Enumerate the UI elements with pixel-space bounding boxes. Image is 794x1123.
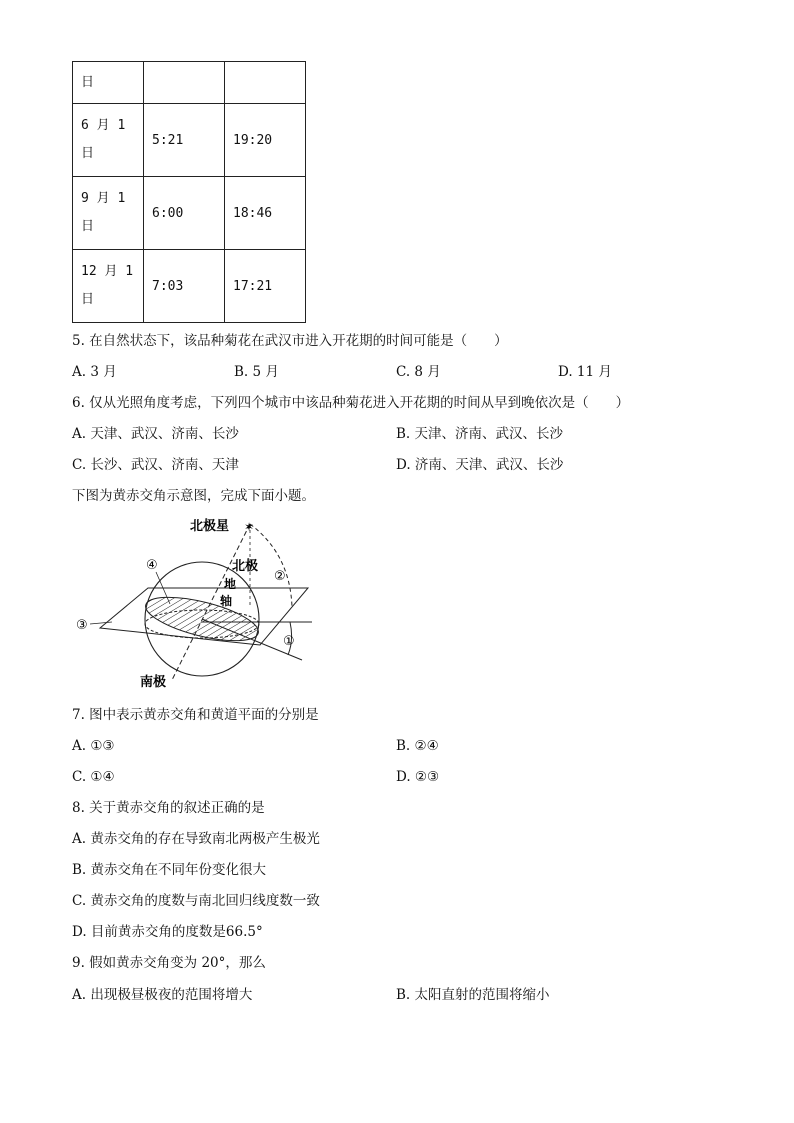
- table-cell-sunrise: [144, 62, 225, 104]
- question-9-option-a[interactable]: A. 出现极昼极夜的范围将增大: [72, 987, 253, 1003]
- question-5-option-b[interactable]: B. 5 月: [234, 364, 279, 380]
- question-8-option-c[interactable]: C. 黄赤交角的度数与南北回归线度数一致: [72, 893, 320, 909]
- date-line: 6 月 1: [81, 118, 126, 133]
- marker-1: ①: [283, 634, 295, 649]
- table-cell-sunrise: 5:21: [144, 104, 225, 177]
- table-cell-sunset: [225, 62, 306, 104]
- table-row: [73, 177, 306, 250]
- table-cell-date: [73, 104, 144, 177]
- question-6-option-d[interactable]: D. 济南、天津、武汉、长沙: [396, 457, 564, 473]
- question-7-option-a[interactable]: A. ①③: [72, 738, 115, 754]
- question-8-option-b[interactable]: B. 黄赤交角在不同年份变化很大: [72, 862, 267, 878]
- question-6-stem: 6. 仅从光照角度考虑，下列四个城市中该品种菊花进入开花期的时间从早到晚依次是（ ）: [72, 395, 630, 411]
- table-cell-sunrise: 7:03: [144, 250, 225, 323]
- date-line: 日: [81, 219, 95, 234]
- marker-3: ③: [76, 618, 88, 633]
- question-9-option-b[interactable]: B. 太阳直射的范围将缩小: [396, 987, 550, 1003]
- question-8-option-a[interactable]: A. 黄赤交角的存在导致南北两极产生极光: [72, 831, 320, 847]
- table-row: [73, 250, 306, 323]
- question-7-option-d[interactable]: D. ②③: [396, 769, 440, 785]
- table-cell-date: [73, 250, 144, 323]
- sunrise-sunset-table: [72, 61, 306, 323]
- marker-4: ④: [146, 558, 158, 573]
- date-line: 日: [81, 146, 95, 161]
- question-6-option-a[interactable]: A. 天津、武汉、济南、长沙: [72, 426, 239, 442]
- table-cell-sunset: 17:21: [225, 250, 306, 323]
- table-cell-sunrise: 6:00: [144, 177, 225, 250]
- table-row: [73, 62, 306, 104]
- table-cell-sunset: 19:20: [225, 104, 306, 177]
- date-line: 12 月 1: [81, 264, 134, 279]
- question-5-option-d[interactable]: D. 11 月: [558, 364, 612, 380]
- date-line: 9 月 1: [81, 191, 126, 206]
- polaris-star-icon: ✶: [244, 520, 255, 534]
- question-8-stem: 8. 关于黄赤交角的叙述正确的是: [72, 800, 265, 816]
- question-7-stem: 7. 图中表示黄赤交角和黄道平面的分别是: [72, 707, 319, 723]
- question-5-option-a[interactable]: A. 3 月: [72, 364, 117, 380]
- question-9-stem: 9. 假如黄赤交角变为 20°，那么: [72, 955, 266, 971]
- label-axis-part-1: 地: [224, 577, 237, 591]
- label-south-pole: 南极: [140, 675, 167, 690]
- label-polaris: 北极星: [190, 519, 230, 534]
- marker-2: ②: [274, 569, 286, 584]
- question-6-option-b[interactable]: B. 天津、济南、武汉、长沙: [396, 426, 564, 442]
- label-north-pole: 北极: [232, 559, 259, 574]
- marker-3-pointer: [90, 622, 112, 624]
- question-5-stem: 5. 在自然状态下，该品种菊花在武汉市进入开花期的时间可能是（ ）: [72, 333, 508, 349]
- question-6-option-c[interactable]: C. 长沙、武汉、济南、天津: [72, 457, 239, 473]
- diagram-intro: 下图为黄赤交角示意图，完成下面小题。: [72, 488, 315, 504]
- date-line: 日: [81, 292, 95, 307]
- question-7-option-b[interactable]: B. ②④: [396, 738, 439, 754]
- table-cell-sunset: 18:46: [225, 177, 306, 250]
- question-8-option-d[interactable]: D. 目前黄赤交角的度数是66.5°: [72, 924, 263, 940]
- table-row: [73, 104, 306, 177]
- table-cell-date: [73, 177, 144, 250]
- ecliptic-obliquity-diagram: [72, 512, 332, 694]
- question-7-option-c[interactable]: C. ①④: [72, 769, 115, 785]
- table-cell-date: 日: [73, 62, 144, 104]
- label-axis-part-2: 轴: [220, 594, 233, 608]
- question-5-option-c[interactable]: C. 8 月: [396, 364, 441, 380]
